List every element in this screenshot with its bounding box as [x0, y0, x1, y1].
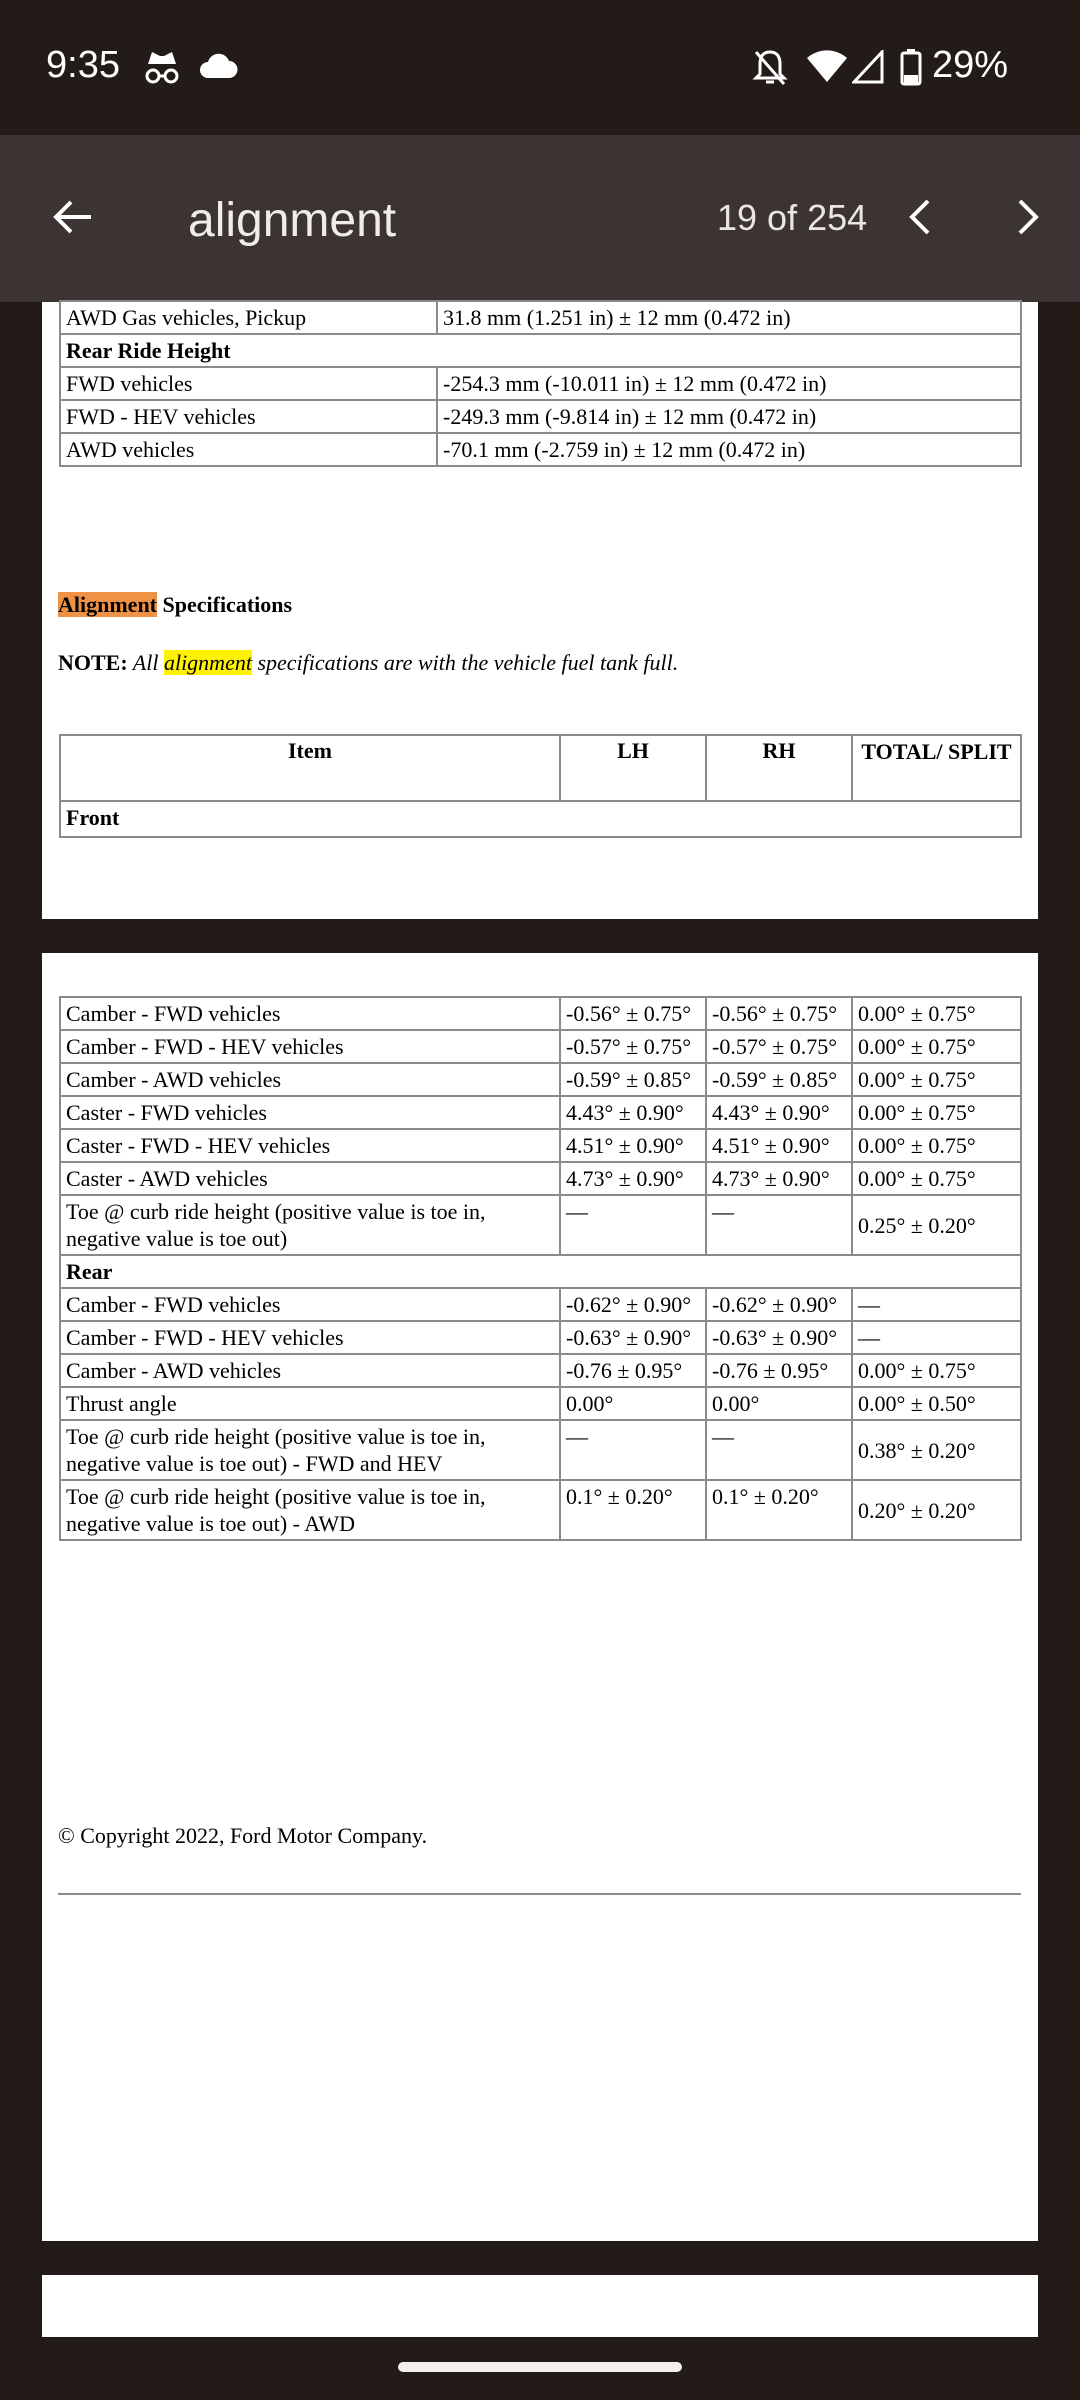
table-row	[60, 301, 1021, 334]
chevron-left-icon	[906, 197, 934, 237]
search-query-title: alignment	[188, 194, 397, 247]
cell-total: 0.00° ± 0.75°	[852, 997, 1021, 1030]
table-row	[60, 997, 1021, 1030]
cell-total: 0.00° ± 0.50°	[852, 1387, 1021, 1420]
cell-rh: -0.63° ± 0.90°	[706, 1321, 852, 1354]
row-label: AWD Gas vehicles, Pickup	[60, 301, 437, 334]
cell-item: Camber - FWD vehicles	[60, 997, 560, 1030]
cell-lh: -0.63° ± 0.90°	[560, 1321, 706, 1354]
search-highlight: Alignment	[58, 592, 157, 617]
table-row	[60, 1387, 1021, 1420]
table-row	[60, 1420, 1021, 1480]
app-bar	[0, 135, 1080, 302]
cell-total: 0.00° ± 0.75°	[852, 1096, 1021, 1129]
cell-lh: 4.51° ± 0.90°	[560, 1129, 706, 1162]
signal-icon	[852, 50, 884, 89]
pdf-page[interactable]	[42, 2275, 1038, 2337]
section-label: Rear	[60, 1255, 1021, 1288]
cell-rh: -0.59° ± 0.85°	[706, 1063, 852, 1096]
table-row	[60, 400, 1021, 433]
match-counter: 19 of 254	[717, 197, 868, 238]
table-row	[60, 1354, 1021, 1387]
previous-match-button[interactable]	[884, 181, 956, 253]
status-time: 9:35	[46, 44, 120, 86]
col-rh: RH	[706, 735, 852, 801]
cell-lh: 4.43° ± 0.90°	[560, 1096, 706, 1129]
cell-total: 0.00° ± 0.75°	[852, 1063, 1021, 1096]
next-match-button[interactable]	[992, 181, 1064, 253]
table-row	[60, 1030, 1021, 1063]
cell-item: Thrust angle	[60, 1387, 560, 1420]
alignment-table	[59, 996, 1022, 1541]
cell-total: —	[852, 1288, 1021, 1321]
cell-total: 0.00° ± 0.75°	[852, 1030, 1021, 1063]
battery-icon	[900, 48, 922, 91]
cell-lh: -0.56° ± 0.75°	[560, 997, 706, 1030]
table-header-row	[60, 735, 1021, 801]
section-label: Front	[60, 801, 1021, 837]
table-row	[60, 1162, 1021, 1195]
cell-rh: 4.51° ± 0.90°	[706, 1129, 852, 1162]
cell-rh: —	[706, 1195, 852, 1255]
table-row	[60, 433, 1021, 466]
arrow-left-icon	[51, 197, 95, 237]
table-row	[60, 1096, 1021, 1129]
row-label: FWD - HEV vehicles	[60, 400, 437, 433]
cell-item: Caster - FWD vehicles	[60, 1096, 560, 1129]
cell-rh: -0.62° ± 0.90°	[706, 1288, 852, 1321]
table-row	[60, 1129, 1021, 1162]
cell-lh: -0.57° ± 0.75°	[560, 1030, 706, 1063]
pdf-page[interactable]	[42, 302, 1038, 919]
cell-lh: 4.73° ± 0.90°	[560, 1162, 706, 1195]
cell-rh: 0.00°	[706, 1387, 852, 1420]
row-label: FWD vehicles	[60, 367, 437, 400]
cell-rh: 0.1° ± 0.20°	[706, 1480, 852, 1540]
cell-total: 0.00° ± 0.75°	[852, 1129, 1021, 1162]
col-item: Item	[60, 735, 560, 801]
note-post: specifications are with the vehicle fuel tank full.	[251, 650, 679, 675]
table-row	[60, 1063, 1021, 1096]
heading-text: Specifications	[157, 592, 293, 617]
cell-lh: 0.1° ± 0.20°	[560, 1480, 706, 1540]
table-row	[60, 1480, 1021, 1540]
col-lh: LH	[560, 735, 706, 801]
ride-height-table	[59, 300, 1022, 467]
row-value: -254.3 mm (-10.011 in) ± 12 mm (0.472 in)	[437, 367, 1021, 400]
table-section-row	[60, 801, 1021, 837]
section-label: Rear Ride Height	[60, 334, 1021, 367]
battery-percent: 29%	[932, 44, 1009, 86]
cell-item: Caster - AWD vehicles	[60, 1162, 560, 1195]
table-row	[60, 367, 1021, 400]
table-section-row	[60, 334, 1021, 367]
note-text	[58, 650, 678, 676]
cell-item: Toe @ curb ride height (positive value is toe in, negative value is toe out)	[60, 1195, 560, 1255]
table-row	[60, 1288, 1021, 1321]
incognito-icon	[142, 48, 182, 91]
row-value: -249.3 mm (-9.814 in) ± 12 mm (0.472 in)	[437, 400, 1021, 433]
cell-lh: —	[560, 1195, 706, 1255]
cloud-icon	[198, 52, 238, 85]
cell-item: Toe @ curb ride height (positive value is toe in, negative value is toe out) - AWD	[60, 1480, 560, 1540]
table-row	[60, 1321, 1021, 1354]
cell-item: Camber - AWD vehicles	[60, 1063, 560, 1096]
cell-rh: -0.76 ± 0.95°	[706, 1354, 852, 1387]
row-value: 31.8 mm (1.251 in) ± 12 mm (0.472 in)	[437, 301, 1021, 334]
note-label: NOTE:	[58, 650, 128, 675]
divider	[58, 1893, 1021, 1895]
table-section-row	[60, 1255, 1021, 1288]
cell-total: 0.00° ± 0.75°	[852, 1162, 1021, 1195]
cell-total: 0.38° ± 0.20°	[852, 1420, 1021, 1480]
cell-rh: -0.57° ± 0.75°	[706, 1030, 852, 1063]
alignment-table-header	[59, 734, 1022, 838]
mute-icon	[752, 48, 788, 93]
cell-lh: -0.62° ± 0.90°	[560, 1288, 706, 1321]
cell-lh: —	[560, 1420, 706, 1480]
cell-rh: 4.73° ± 0.90°	[706, 1162, 852, 1195]
cell-total: —	[852, 1321, 1021, 1354]
copyright-text: © Copyright 2022, Ford Motor Company.	[58, 1823, 428, 1848]
cell-lh: -0.59° ± 0.85°	[560, 1063, 706, 1096]
status-bar	[0, 0, 1080, 135]
cell-rh: 4.43° ± 0.90°	[706, 1096, 852, 1129]
cell-item: Camber - FWD - HEV vehicles	[60, 1030, 560, 1063]
wifi-icon	[806, 50, 848, 89]
pdf-page[interactable]	[42, 953, 1038, 2241]
cell-item: Caster - FWD - HEV vehicles	[60, 1129, 560, 1162]
chevron-right-icon	[1014, 197, 1042, 237]
cell-lh: 0.00°	[560, 1387, 706, 1420]
cell-lh: -0.76 ± 0.95°	[560, 1354, 706, 1387]
cell-item: Toe @ curb ride height (positive value is toe in, negative value is toe out) - FWD and HEV	[60, 1420, 560, 1480]
cell-item: Camber - AWD vehicles	[60, 1354, 560, 1387]
cell-total: 0.25° ± 0.20°	[852, 1195, 1021, 1255]
section-heading	[58, 592, 292, 618]
cell-total: 0.20° ± 0.20°	[852, 1480, 1021, 1540]
note-pre: All	[127, 650, 164, 675]
search-highlight: alignment	[163, 650, 252, 675]
cell-rh: -0.56° ± 0.75°	[706, 997, 852, 1030]
cell-rh: —	[706, 1420, 852, 1480]
cell-item: Camber - FWD vehicles	[60, 1288, 560, 1321]
col-total: TOTAL/ SPLIT	[852, 735, 1021, 801]
table-row	[60, 1195, 1021, 1255]
cell-item: Camber - FWD - HEV vehicles	[60, 1321, 560, 1354]
home-gesture-handle[interactable]	[398, 2362, 682, 2372]
cell-total: 0.00° ± 0.75°	[852, 1354, 1021, 1387]
back-button[interactable]	[37, 181, 109, 253]
row-value: -70.1 mm (-2.759 in) ± 12 mm (0.472 in)	[437, 433, 1021, 466]
row-label: AWD vehicles	[60, 433, 437, 466]
